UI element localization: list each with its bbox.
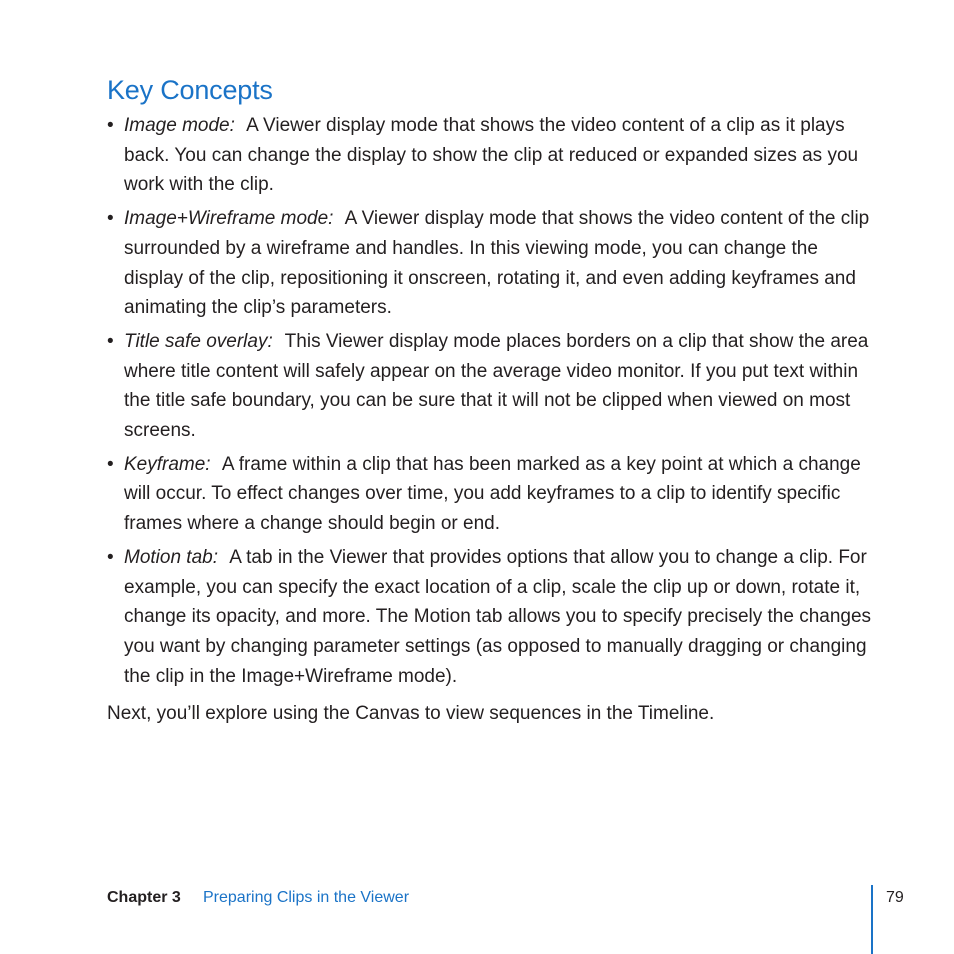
footer-chapter-label: Chapter 3 — [107, 889, 181, 906]
bullet-icon: • — [107, 208, 114, 230]
bullet-icon: • — [107, 115, 114, 136]
concept-image-wireframe-mode — [107, 204, 877, 323]
concept-definition: This Viewer display mode places borders on a clip that show the area where title content will safely appear on the average video monitor. If you put text within the title safe boundary, you can be sure that it will not be clipped when viewed on most screens. — [124, 330, 869, 442]
bullet-icon: • — [107, 546, 114, 568]
concept-definition: A Viewer display mode that shows the video content of the clip surrounded by a wireframe and handles. In this viewing mode, you can change the display of the clip, repositioning it onscreen, rotating it, and even adding keyframes and animating the clip’s parameters. — [124, 208, 870, 319]
concept-definition: A frame within a clip that has been marked as a key point at which a change will occur. To effect changes over time, you add keyframes to a clip to identify specific frames where a change should begin or end. — [124, 453, 861, 535]
concept-title-safe-overlay — [107, 327, 877, 446]
concept-term: Motion tab: — [124, 546, 218, 568]
section-title: Key Concepts — [107, 75, 273, 105]
concept-term: Keyframe: — [124, 453, 211, 475]
bullet-icon: • — [107, 453, 114, 475]
page-number: 79 — [886, 889, 904, 906]
key-concepts-list — [107, 111, 877, 695]
concept-motion-tab — [107, 543, 877, 692]
concept-definition: A tab in the Viewer that provides options that allow you to change a clip. For example, you can specify the exact location of a clip, scale the clip up or down, rotate it, change its opacity, and more. The Motion tab allows you to specify precisely the changes you want by changing parameter settings (as opposed to manually dragging or changing the clip in the Image+Wireframe mode). — [124, 546, 872, 687]
concept-image-mode — [107, 111, 877, 200]
closing-paragraph: Next, you’ll explore using the Canvas to view sequences in the Timeline. — [107, 703, 715, 724]
concept-term: Image mode: — [124, 115, 235, 136]
concept-term: Title safe overlay: — [124, 330, 273, 352]
concept-term: Image+Wireframe mode: — [124, 208, 334, 230]
footer-chapter-title: Preparing Clips in the Viewer — [203, 889, 410, 906]
bullet-icon: • — [107, 330, 114, 352]
footer-divider — [871, 885, 873, 954]
concept-keyframe — [107, 450, 877, 539]
concept-definition: A Viewer display mode that shows the video content of a clip as it plays back. You can change the display to show the clip at reduced or expanded sizes as you work with the clip. — [124, 115, 859, 196]
